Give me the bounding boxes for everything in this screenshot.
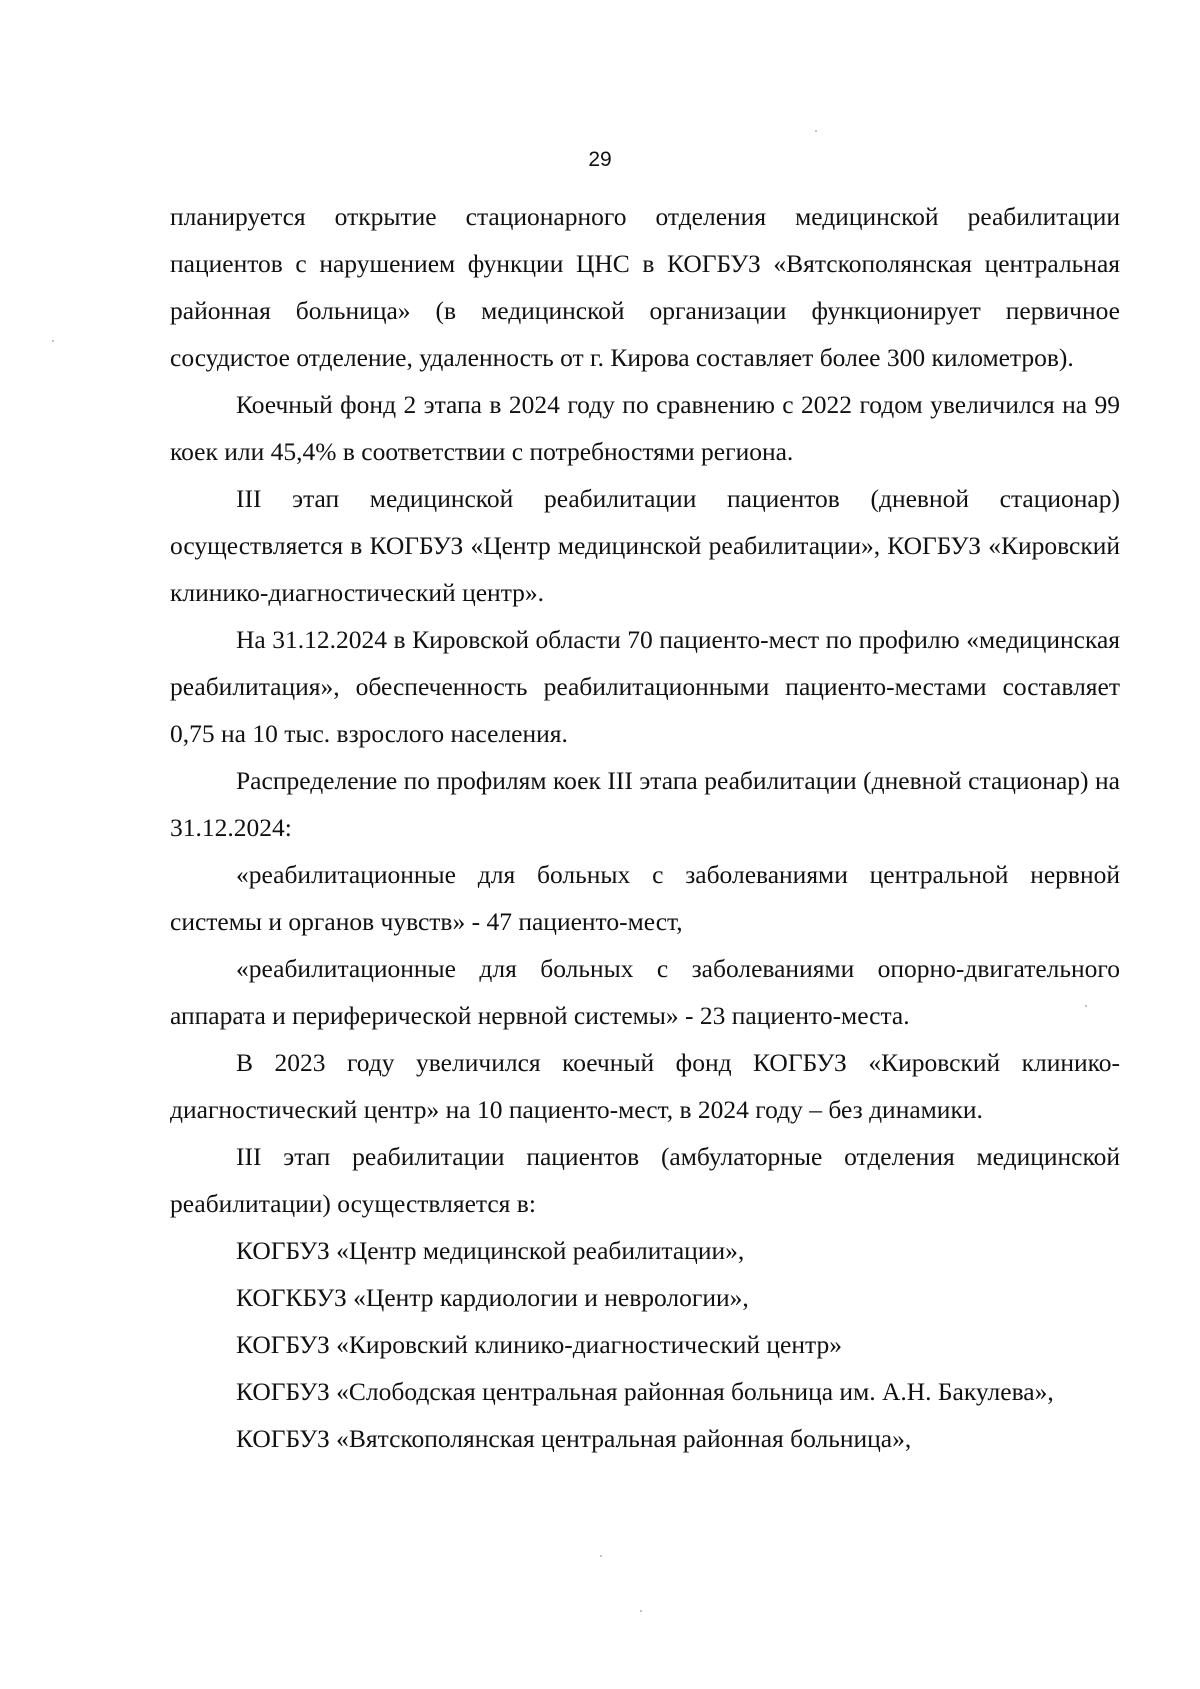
institution-list-item: КОГКБУЗ «Центр кардиологии и неврологии», bbox=[236, 1283, 749, 1312]
paragraph-musculoskeletal-profile: «реабилитационные для больных с заболеваниями опорно-двигательного аппарата и периферической нервной системы» - 23 пациенто-места. bbox=[170, 954, 1120, 1030]
institution-list-item: КОГБУЗ «Кировский клинико-диагностический центр» bbox=[236, 1330, 842, 1359]
institution-list-item: КОГБУЗ «Центр медицинской реабилитации», bbox=[236, 1236, 745, 1265]
paragraph-2023-increase: В 2023 году увеличился коечный фонд КОГБУЗ «Кировский клинико-диагностический центр» на 10 пациенто-мест, в 2024 году – без динамики. bbox=[170, 1048, 1120, 1124]
institution-list-item: КОГБУЗ «Слободская центральная районная больница им. А.Н. Бакулева», bbox=[236, 1377, 1054, 1406]
document-body bbox=[170, 193, 1120, 1462]
paragraph-patient-places: На 31.12.2024 в Кировской области 70 пациенто-мест по профилю «медицинская реабилитация», обеспеченность реабилитационными пациенто-местами составляет 0,75 на 10 тыс. взрослого населения. bbox=[170, 625, 1120, 748]
paragraph-cns-profile: «реабилитационные для больных с заболеваниями центральной нервной системы и органов чувств» - 47 пациенто-мест, bbox=[170, 860, 1120, 936]
scan-speck bbox=[1085, 1005, 1087, 1007]
page-number: 29 bbox=[588, 148, 612, 171]
scan-speck bbox=[52, 340, 54, 342]
scan-speck bbox=[640, 1610, 642, 1612]
paragraph-continuation: планируется открытие стационарного отделения медицинской реабилитации пациентов с нарушением функции ЦНС в КОГБУЗ «Вятскополянская центральная районная больница» (в медицинской организации функционирует первичное сосудистое отделение, удаленность от г. Кирова составляет более 300 километров). bbox=[170, 202, 1120, 372]
paragraph-bed-fund-stage-2: Коечный фонд 2 этапа в 2024 году по сравнению с 2022 годом увеличился на 99 коек или 45,4% в соответствии с потребностями региона. bbox=[170, 390, 1120, 466]
paragraph-distribution-heading: Распределение по профилям коек III этапа реабилитации (дневной стационар) на 31.12.2024: bbox=[170, 766, 1120, 842]
institution-list-item: КОГБУЗ «Вятскополянская центральная районная больница», bbox=[236, 1424, 912, 1453]
scan-speck bbox=[815, 130, 817, 132]
paragraph-outpatient-stage-3: III этап реабилитации пациентов (амбулаторные отделения медицинской реабилитации) осуществляется в: bbox=[170, 1142, 1120, 1218]
paragraph-stage-3-day-hospital: III этап медицинской реабилитации пациентов (дневной стационар) осуществляется в КОГБУЗ «Центр медицинской реабилитации», КОГБУЗ «Кировский клинико-диагностический центр». bbox=[170, 484, 1120, 607]
scan-speck bbox=[600, 1555, 602, 1557]
